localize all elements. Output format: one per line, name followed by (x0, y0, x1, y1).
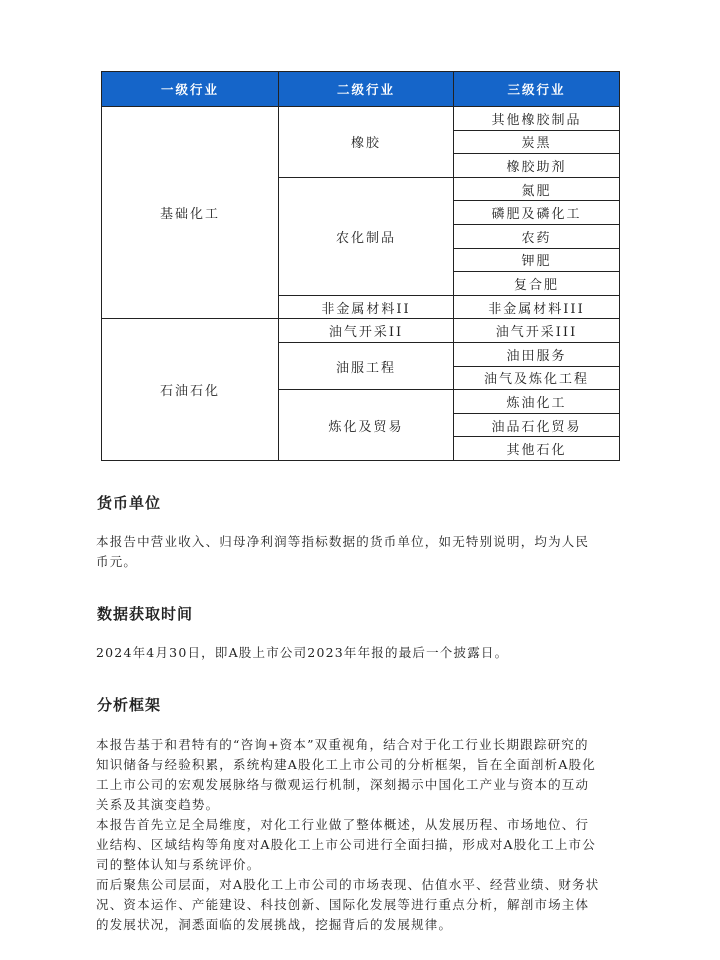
text-line: 关系及其演变趋势。 (96, 797, 220, 812)
level2-cell: 农化制品 (279, 177, 454, 295)
level2-cell: 油服工程 (279, 342, 454, 389)
header-level3: 三级行业 (454, 72, 620, 107)
level3-cell: 炼油化工 (454, 390, 620, 414)
level3-cell: 油气及炼化工程 (454, 366, 620, 390)
level3-cell: 其他橡胶制品 (454, 107, 620, 131)
datatime-paragraph (96, 643, 656, 663)
level3-cell: 氮肥 (454, 177, 620, 201)
level2-cell: 炼化及贸易 (279, 390, 454, 461)
currency-heading: 货币单位 (97, 494, 162, 512)
level1-cell: 石油石化 (102, 319, 279, 461)
text-line: 工上市公司的宏观发展脉络与微观运行机制，深刻揭示中国化工产业与资本的互动 (96, 777, 590, 792)
level3-cell: 非金属材料III (454, 295, 620, 319)
level3-cell: 农药 (454, 224, 620, 248)
text-line: 本报告中营业收入、归母净利润等指标数据的货币单位，如无特别说明，均为人民 (96, 534, 590, 549)
level3-cell: 油田服务 (454, 342, 620, 366)
currency-paragraph (96, 532, 656, 572)
text-line: 本报告首先立足全局维度，对化工行业做了整体概述，从发展历程、市场地位、行 (96, 817, 590, 832)
level3-cell: 磷肥及磷化工 (454, 201, 620, 225)
level3-cell: 其他石化 (454, 437, 620, 461)
text-line: 知识储备与经验积累，系统构建A股化工上市公司的分析框架，旨在全面剖析A股化 (96, 757, 596, 772)
level2-cell: 橡胶 (279, 107, 454, 178)
datatime-heading: 数据获取时间 (97, 605, 194, 623)
level3-cell: 复合肥 (454, 272, 620, 296)
text-line: 的发展状况，洞悉面临的发展挑战，挖掘背后的发展规律。 (96, 917, 453, 932)
industry-classification-table (101, 71, 620, 461)
framework-heading: 分析框架 (97, 696, 162, 714)
header-level2: 二级行业 (279, 72, 454, 107)
text-line: 司的整体认知与系统评价。 (96, 857, 261, 872)
level3-cell: 炭黑 (454, 130, 620, 154)
header-level1: 一级行业 (102, 72, 279, 107)
text-line: 币元。 (96, 554, 138, 569)
level3-cell: 橡胶助剂 (454, 154, 620, 178)
framework-paragraph (96, 735, 656, 935)
level3-cell: 油气开采III (454, 319, 620, 343)
level3-cell: 油品石化贸易 (454, 413, 620, 437)
level2-cell: 非金属材料II (279, 295, 454, 319)
text-line: 况、资本运作、产能建设、科技创新、国际化发展等进行重点分析，解剖市场主体 (96, 897, 590, 912)
text-line: 业结构、区域结构等角度对A股化工上市公司进行全面扫描，形成对A股化工上市公 (96, 837, 596, 852)
level1-cell: 基础化工 (102, 107, 279, 319)
level2-cell: 油气开采II (279, 319, 454, 343)
text-line: 而后聚焦公司层面，对A股化工上市公司的市场表现、估值水平、经营业绩、财务状 (96, 877, 600, 892)
level3-cell: 钾肥 (454, 248, 620, 272)
text-line: 2024年4月30日，即A股上市公司2023年年报的最后一个披露日。 (96, 645, 509, 660)
text-line: 本报告基于和君特有的“咨询+资本”双重视角，结合对于化工行业长期跟踪研究的 (96, 737, 589, 752)
